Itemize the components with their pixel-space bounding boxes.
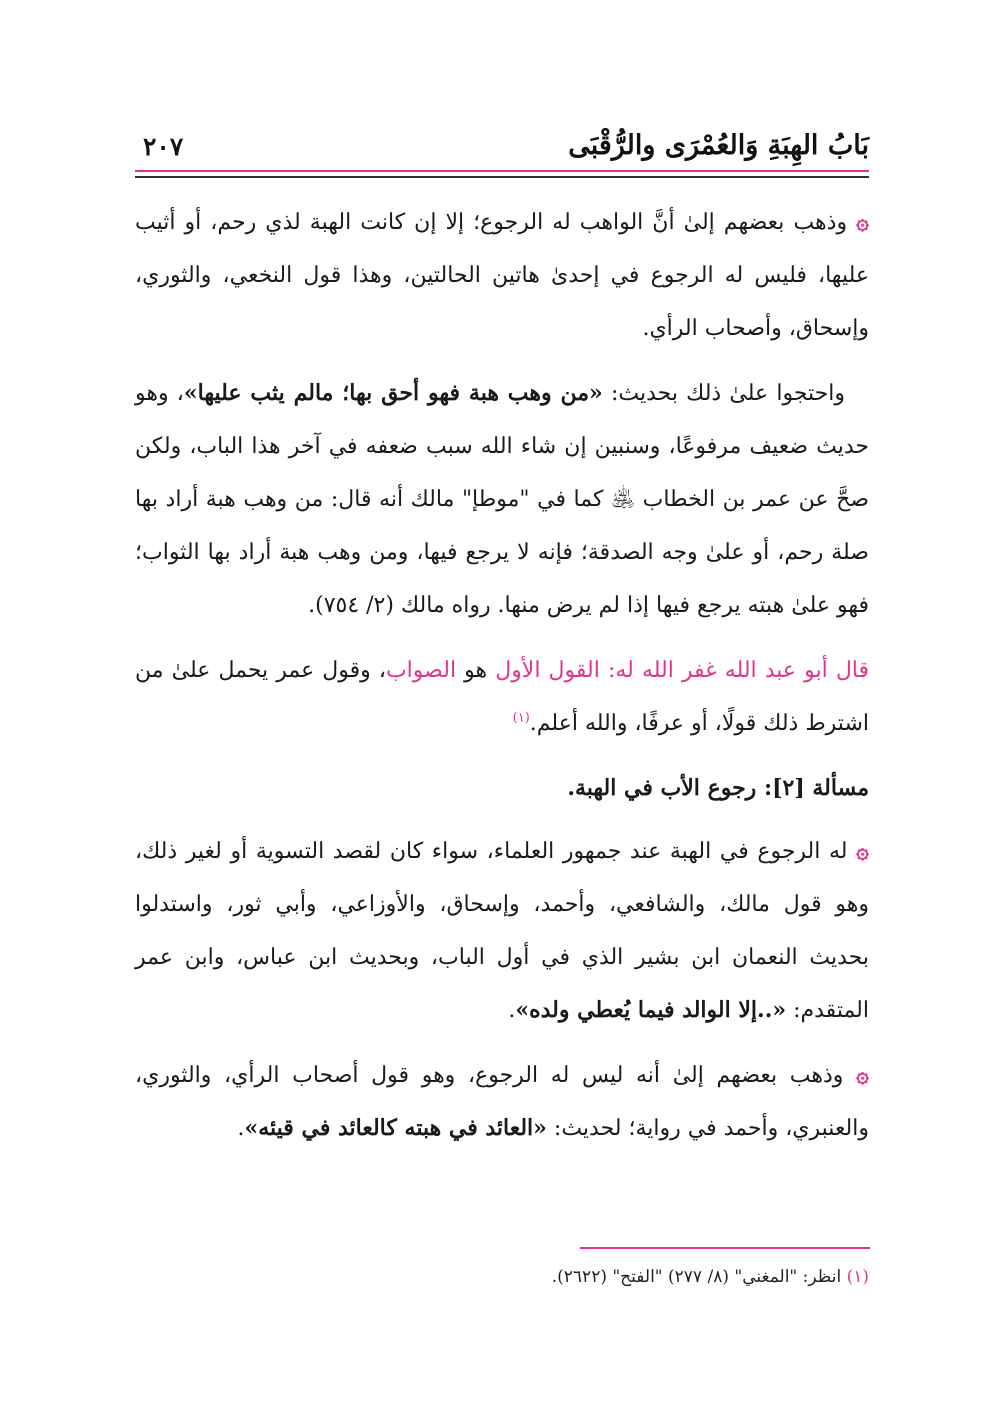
chapter-title: بَابُ الهِبَةِ وَالعُمْرَى والرُّقْبَى bbox=[568, 130, 869, 161]
paragraph-3-mid: هو bbox=[456, 658, 496, 683]
hadith-quote-3: «العائد في هبته كالعائد في قيئه» bbox=[244, 1115, 547, 1141]
page-content bbox=[135, 196, 869, 1167]
page-header bbox=[135, 112, 869, 168]
footnote bbox=[135, 1262, 869, 1292]
hadith-quote-2: «..إلا الوالد فيما يُعطي ولده» bbox=[515, 997, 787, 1023]
paragraph-1 bbox=[135, 196, 869, 355]
author-statement: قال أبو عبد الله غفر الله له: bbox=[607, 658, 870, 683]
paragraph-5-text: وذهب بعضهم إلىٰ أنه ليس له الرجوع، وهو قول أصحاب الرأي، والثوري، والعنبري، وأحمد في رواية؛ لحديث: bbox=[135, 1063, 869, 1141]
flower-ornament-icon: ۞ bbox=[856, 1062, 869, 1088]
footnote-text: انظر: "المغني" (٨/ ٢٧٧) "الفتح" (٢٦٢٢). bbox=[551, 1267, 842, 1287]
paragraph-4-text: له الرجوع في الهبة عند جمهور العلماء، سواء كان لقصد التسوية أو لغير ذلك، وهو قول مالك، والشافعي، وأحمد، وإسحاق، والأوزاعي، وأبي ثور، واستدلوا بحديث النعمان ابن بشير الذي في أول الباب، وبحديث ابن عباس، وابن عمر المتقدم: bbox=[135, 839, 869, 1023]
paragraph-3-rest: ، وقول عمر يحمل علىٰ من اشترط ذلك قولًا، أو عرفًا، والله أعلم. bbox=[135, 658, 869, 736]
flower-ornament-icon: ۞ bbox=[856, 838, 870, 864]
first-view-phrase: القول الأول bbox=[495, 658, 600, 683]
footnote-number: (١) bbox=[846, 1267, 869, 1287]
flower-ornament-icon: ۞ bbox=[856, 209, 870, 235]
paragraph-2-intro: واحتجوا علىٰ ذلك بحديث: bbox=[602, 381, 845, 406]
header-rule-pink bbox=[135, 170, 869, 172]
paragraph-5 bbox=[135, 1049, 869, 1155]
header-rule-dark bbox=[135, 176, 869, 178]
footnote-reference[interactable]: (١) bbox=[512, 710, 530, 726]
paragraph-4-end: . bbox=[508, 998, 516, 1023]
paragraph-4 bbox=[135, 825, 869, 1037]
masala-heading: مسألة [٢]: رجوع الأب في الهبة. bbox=[567, 775, 869, 801]
paragraph-2 bbox=[135, 367, 869, 632]
paragraph-1-text: وذهب بعضهم إلىٰ أنَّ الواهب له الرجوع؛ إلا إن كانت الهبة لذي رحم، أو أثيب عليها، فليس له الرجوع في إحدىٰ هاتين الحالتين، وهذا قول النخعي، والثوري، وإسحاق، وأصحاب الرأي. bbox=[135, 210, 869, 341]
footnote-rule bbox=[580, 1247, 870, 1249]
page-number: ٢٠٧ bbox=[143, 132, 184, 161]
paragraph-3 bbox=[135, 644, 869, 750]
paragraph-2-text: ، وهو حديث ضعيف مرفوعًا، وسنبين إن شاء الله سبب ضعفه في آخر هذا الباب، ولكن صحَّ عن عمر بن الخطاب ﵁ كما في "موطإ" مالك أنه قال: من وهب هبة أراد بها صلة رحم، أو علىٰ وجه الصدقة؛ فإنه لا يرجع فيها، ومن وهب هبة أراد بها الثواب؛ فهو علىٰ هبته يرجع فيها إذا لم يرض منها. رواه مالك (٢/ ٧٥٤). bbox=[135, 381, 869, 618]
correct-phrase: الصواب bbox=[385, 658, 457, 683]
paragraph-5-end: . bbox=[237, 1116, 245, 1141]
hadith-quote-1: «من وهب هبة فهو أحق بها؛ مالم يثب عليها» bbox=[183, 380, 603, 406]
